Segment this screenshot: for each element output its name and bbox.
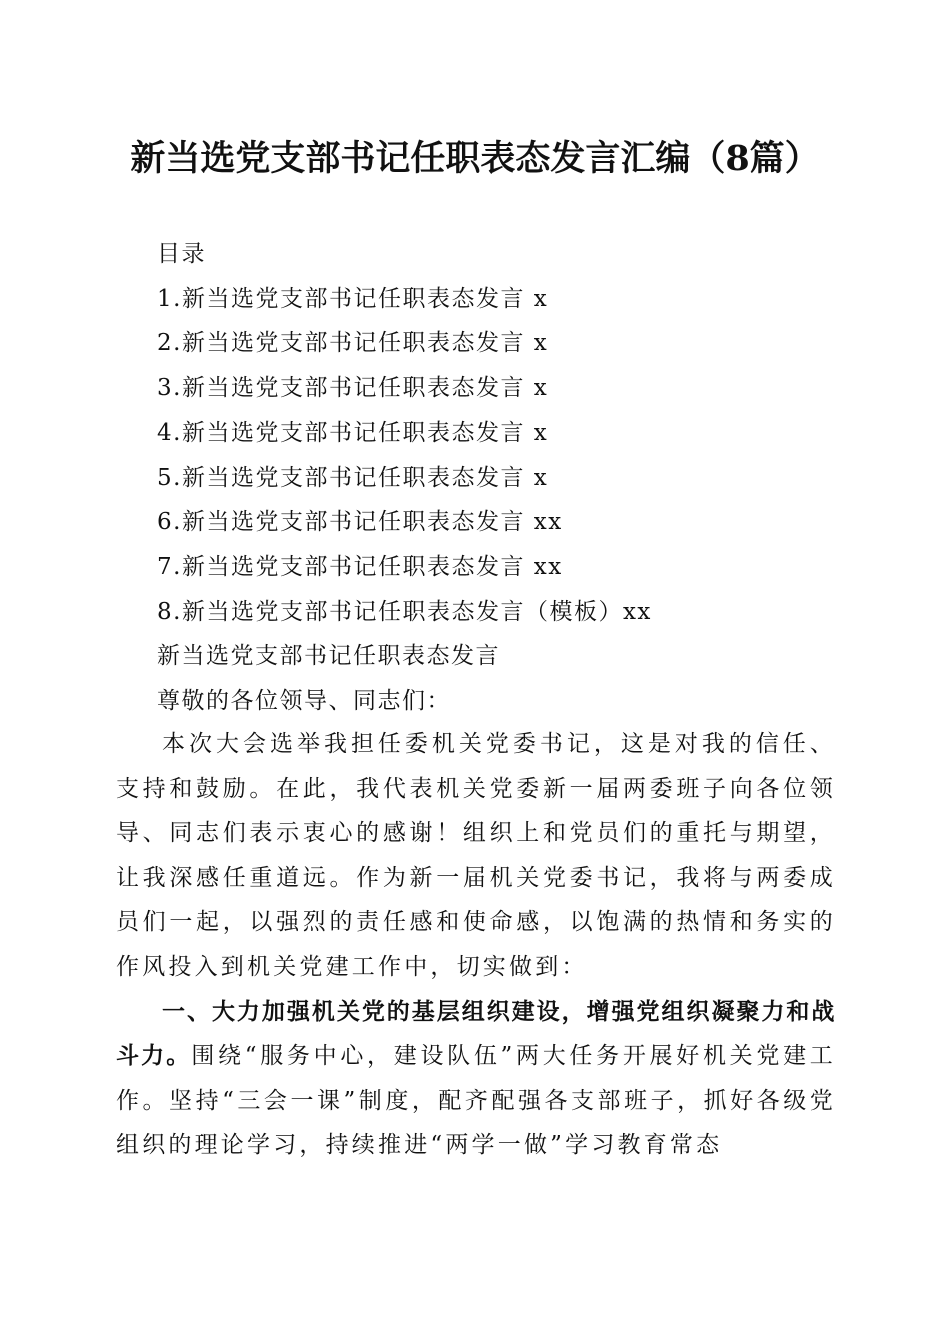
toc-item: 8.新当选党支部书记任职表态发言（模板）xx [157, 598, 652, 625]
speech-body [116, 722, 836, 1168]
salutation: 尊敬的各位领导、同志们： [157, 688, 451, 715]
document-title: 新当选党支部书记任职表态发言汇编（8篇） [130, 138, 820, 179]
section-paragraph [116, 990, 836, 1168]
section-heading: 一、大力加强机关党的基层组织建设，增强党组织凝聚力和战斗力。 [116, 998, 836, 1070]
toc-item: 7.新当选党支部书记任职表态发言 xx [157, 553, 563, 580]
toc-item: 4.新当选党支部书记任职表态发言 x [157, 419, 549, 446]
speech-title: 新当选党支部书记任职表态发言 [157, 643, 500, 670]
toc-item: 2.新当选党支部书记任职表态发言 x [157, 330, 549, 357]
toc-item: 5.新当选党支部书记任职表态发言 x [157, 464, 549, 491]
toc-heading: 目录 [157, 241, 206, 267]
toc-item: 3.新当选党支部书记任职表态发言 x [157, 375, 549, 402]
toc-item: 6.新当选党支部书记任职表态发言 xx [157, 509, 563, 536]
table-of-contents [157, 232, 857, 724]
toc-item: 1.新当选党支部书记任职表态发言 x [157, 285, 549, 312]
section-text: 围绕“服务中心，建设队伍”两大任务开展好机关党建工作。坚持“三会一课”制度，配齐配强各支部班子，抓好各级党组织的理论学习，持续推进“两学一做”学习教育常态 [116, 1043, 836, 1159]
body-paragraph: 本次大会选举我担任委机关党委书记，这是对我的信任、支持和鼓励。在此，我代表机关党委新一届两委班子向各位领导、同志们表示衷心的感谢！组织上和党员们的重托与期望，让我深感任重道远。作为新一届机关党委书记，我将与两委成员们一起，以强烈的责任感和使命感，以饱满的热情和务实的作风投入到机关党建工作中，切实做到： [116, 731, 836, 980]
